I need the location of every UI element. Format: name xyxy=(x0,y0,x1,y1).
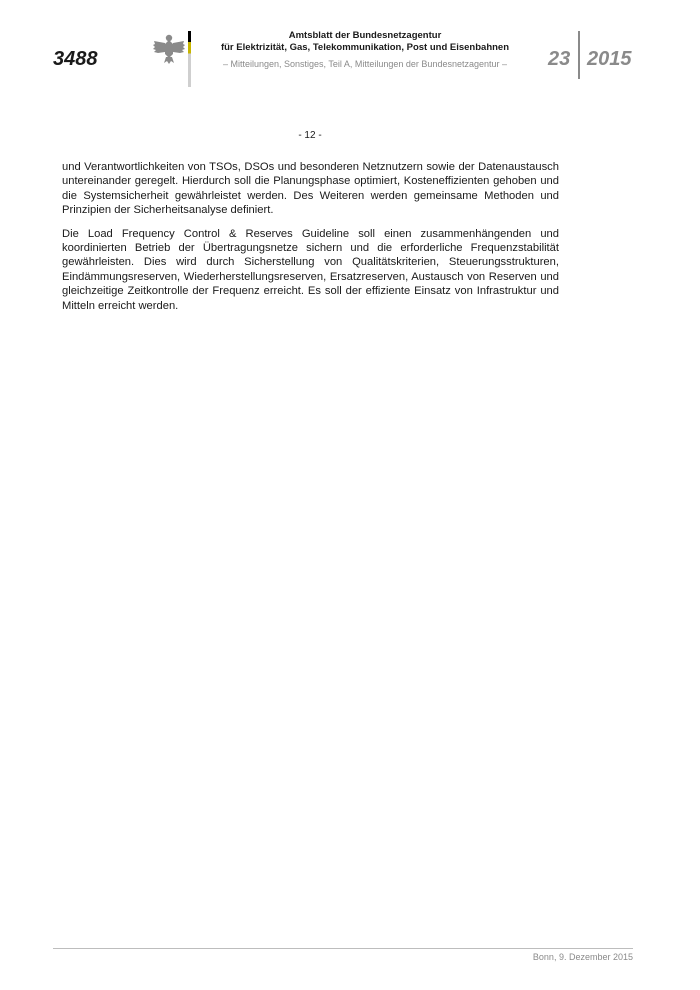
header-color-bar xyxy=(188,31,191,87)
footer-divider xyxy=(53,948,633,949)
issue-year: 2015 xyxy=(587,48,632,70)
body-content xyxy=(62,160,559,322)
page-number: 3488 xyxy=(53,48,98,70)
header-title-line2: für Elektrizität, Gas, Telekommunikation, Post und Eisenbahnen xyxy=(220,42,510,53)
issue-divider xyxy=(578,31,580,79)
paragraph-2: Die Load Frequency Control & Reserves Guideline soll einen zusammenhängenden und koordinierten Betrieb der Übertragungsnetze sichern und die erforderliche Frequenzstabilität gewährleisten. Dies wird durch Sicherstellung von Qualitätskriterien, Steuerungsstrukturen, Eindämmungsreserven, Wiederherstellungsreserven, Ersatzreserven, Austausch von Reserven und gleichzeitige Zeitkontrolle der Frequenz erreicht. Es soll der effiziente Einsatz von Infrastruktur und Mitteln erreicht werden. xyxy=(62,227,559,312)
header-subtitle: – Mitteilungen, Sonstiges, Teil A, Mitteilungen der Bundesnetzagentur – xyxy=(222,59,507,69)
inner-page-label: - 12 - xyxy=(298,130,322,141)
issue-number: 23 xyxy=(548,48,571,70)
paragraph-1: und Verantwortlichkeiten von TSOs, DSOs und besonderen Netznutzern sowie der Datenaustausch untereinander geregelt. Hierdurch soll die Planungsphase optimiert, Kosteneffizienten gehoben und die Systemsicherheit gewährleistet werden. Des Weiteren werden gemeinsame Methoden und Prinzipien der Sicherheitsanalyse definiert. xyxy=(62,161,559,217)
header-title-line1: Amtsblatt der Bundesnetzagentur xyxy=(288,30,442,41)
federal-eagle-icon xyxy=(152,32,186,66)
footer-place-date: Bonn, 9. Dezember 2015 xyxy=(532,952,633,962)
